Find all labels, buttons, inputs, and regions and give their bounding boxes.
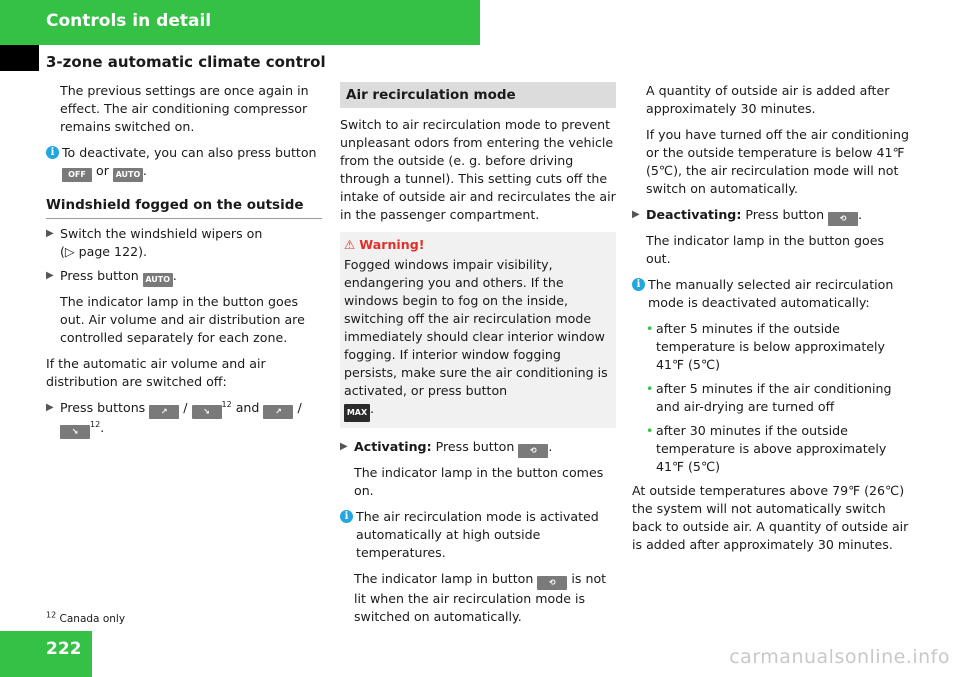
recirculation-button-icon: ⟲ [828, 212, 858, 226]
arrow-icon: ▶ [46, 228, 54, 239]
warning-title: Warning! [359, 237, 425, 252]
column-3 [632, 82, 912, 562]
defrost-max-button-icon: MAX [344, 404, 370, 422]
page-number: 222 [46, 639, 82, 659]
header-tab [0, 45, 39, 71]
arrow-icon: ▶ [632, 209, 640, 220]
chapter-title: Controls in detail [46, 11, 212, 31]
step-item: ▶ Switch the windshield wipers on (▷ page 122). [46, 226, 263, 259]
list-item: • after 5 minutes if the outside temperature is below approximately 41℉ (5℃) [646, 321, 885, 372]
paragraph: The previous settings are once again in effect. The air conditioning compressor remains switched on. [60, 83, 309, 134]
info-icon: i [340, 510, 353, 523]
paragraph: If the automatic air volume and air distribution are switched off: [46, 356, 266, 389]
arrow-icon: ▶ [46, 402, 54, 413]
step-item: ▶ Press buttons ↗ / ↘$^{12}$ and ↗ / ↘$^{12}$. [46, 399, 322, 439]
subsection-title: Windshield fogged on the outside [46, 196, 322, 219]
step-note: The indicator lamp in the button goes out. Air volume and air distribution are controlled separately for each zone. [60, 294, 305, 345]
info-note-continued: The indicator lamp in button ⟲ is not lit when the air recirculation mode is switched on automatically. [354, 571, 607, 624]
column-2 [340, 82, 616, 634]
column-1 [46, 82, 322, 445]
airflow-up-button-icon: ↗ [149, 405, 179, 419]
step-note: The indicator lamp in the button comes on. [354, 465, 604, 498]
step-item: ▶ Press button AUTO . [46, 267, 322, 287]
info-icon: i [46, 146, 59, 159]
airflow-rear-up-button-icon: ↗ [263, 405, 293, 419]
arrow-icon: ▶ [340, 441, 348, 452]
recirculation-button-icon: ⟲ [518, 444, 548, 458]
info-note: i The air recirculation mode is activated automatically at high outside temperatures. [340, 508, 616, 562]
recirculation-button-icon: ⟲ [537, 576, 567, 590]
info-note: i To deactivate, you can also press button OFF or AUTO . [46, 144, 322, 182]
auto-button-icon: AUTO [143, 273, 173, 287]
paragraph: At outside temperatures above 79℉ (26℃) the system will not automatically switch back to outside air. A quantity of outside air is added after approximately 30 minutes. [632, 483, 909, 552]
section-header: 3-zone automatic climate control [46, 53, 326, 71]
footnote: $^{12}$ Canada only [46, 610, 126, 625]
list-item: • after 30 minutes if the outside temperature is above approximately 41℉ (5℃) [646, 423, 887, 474]
arrow-icon: ▶ [46, 270, 54, 281]
step-item: ▶ Deactivating: Press button ⟲ . [632, 206, 912, 226]
step-item: ▶ Activating: Press button ⟲ . [340, 438, 616, 458]
off-button-icon: OFF [62, 168, 92, 182]
list-item: • after 5 minutes if the air conditioning and air-drying are turned off [646, 381, 892, 414]
paragraph: A quantity of outside air is added after approximately 30 minutes. [646, 83, 890, 116]
airflow-down-button-icon: ↘ [192, 405, 222, 419]
paragraph: Switch to air recirculation mode to prevent unpleasant odors from entering the vehicle from the outside (e. g. before driving through a tunnel). This setting cuts off the intake of outside air and recirculates the air in the passenger compartment. [340, 117, 616, 222]
subsection-title: Air recirculation mode [340, 82, 616, 108]
step-note: The indicator lamp in the button goes out. [646, 233, 885, 266]
page-reference: (▷ page 122). [60, 244, 148, 259]
warning-box: ⚠ Warning! Fogged windows impair visibility, endangering you and others. If the windows begin to fog on the inside, switching off the air recirculation mode immediately should clear interior window fogging. If interior window fogging persists, make sure the air conditioning is activated, or press button MAX . [340, 232, 616, 428]
warning-text: Fogged windows impair visibility, endangering you and others. If the windows begin to fog on the inside, switching off the air recirculation mode immediately should clear interior window fogging. If interior window fogging persists, make sure the air conditioning is activated, or press button [344, 257, 608, 398]
watermark: carmanualsonline.info [729, 646, 950, 668]
paragraph: If you have turned off the air conditioning or the outside temperature is below 41℉ (5℃), the air recirculation mode will not switch on automatically. [646, 127, 909, 196]
warning-icon: ⚠ [344, 237, 356, 252]
airflow-rear-down-button-icon: ↘ [60, 425, 90, 439]
auto-button-icon: AUTO [113, 168, 143, 182]
info-note: i The manually selected air recirculation mode is deactivated automatically: [632, 276, 912, 312]
info-icon: i [632, 278, 645, 291]
